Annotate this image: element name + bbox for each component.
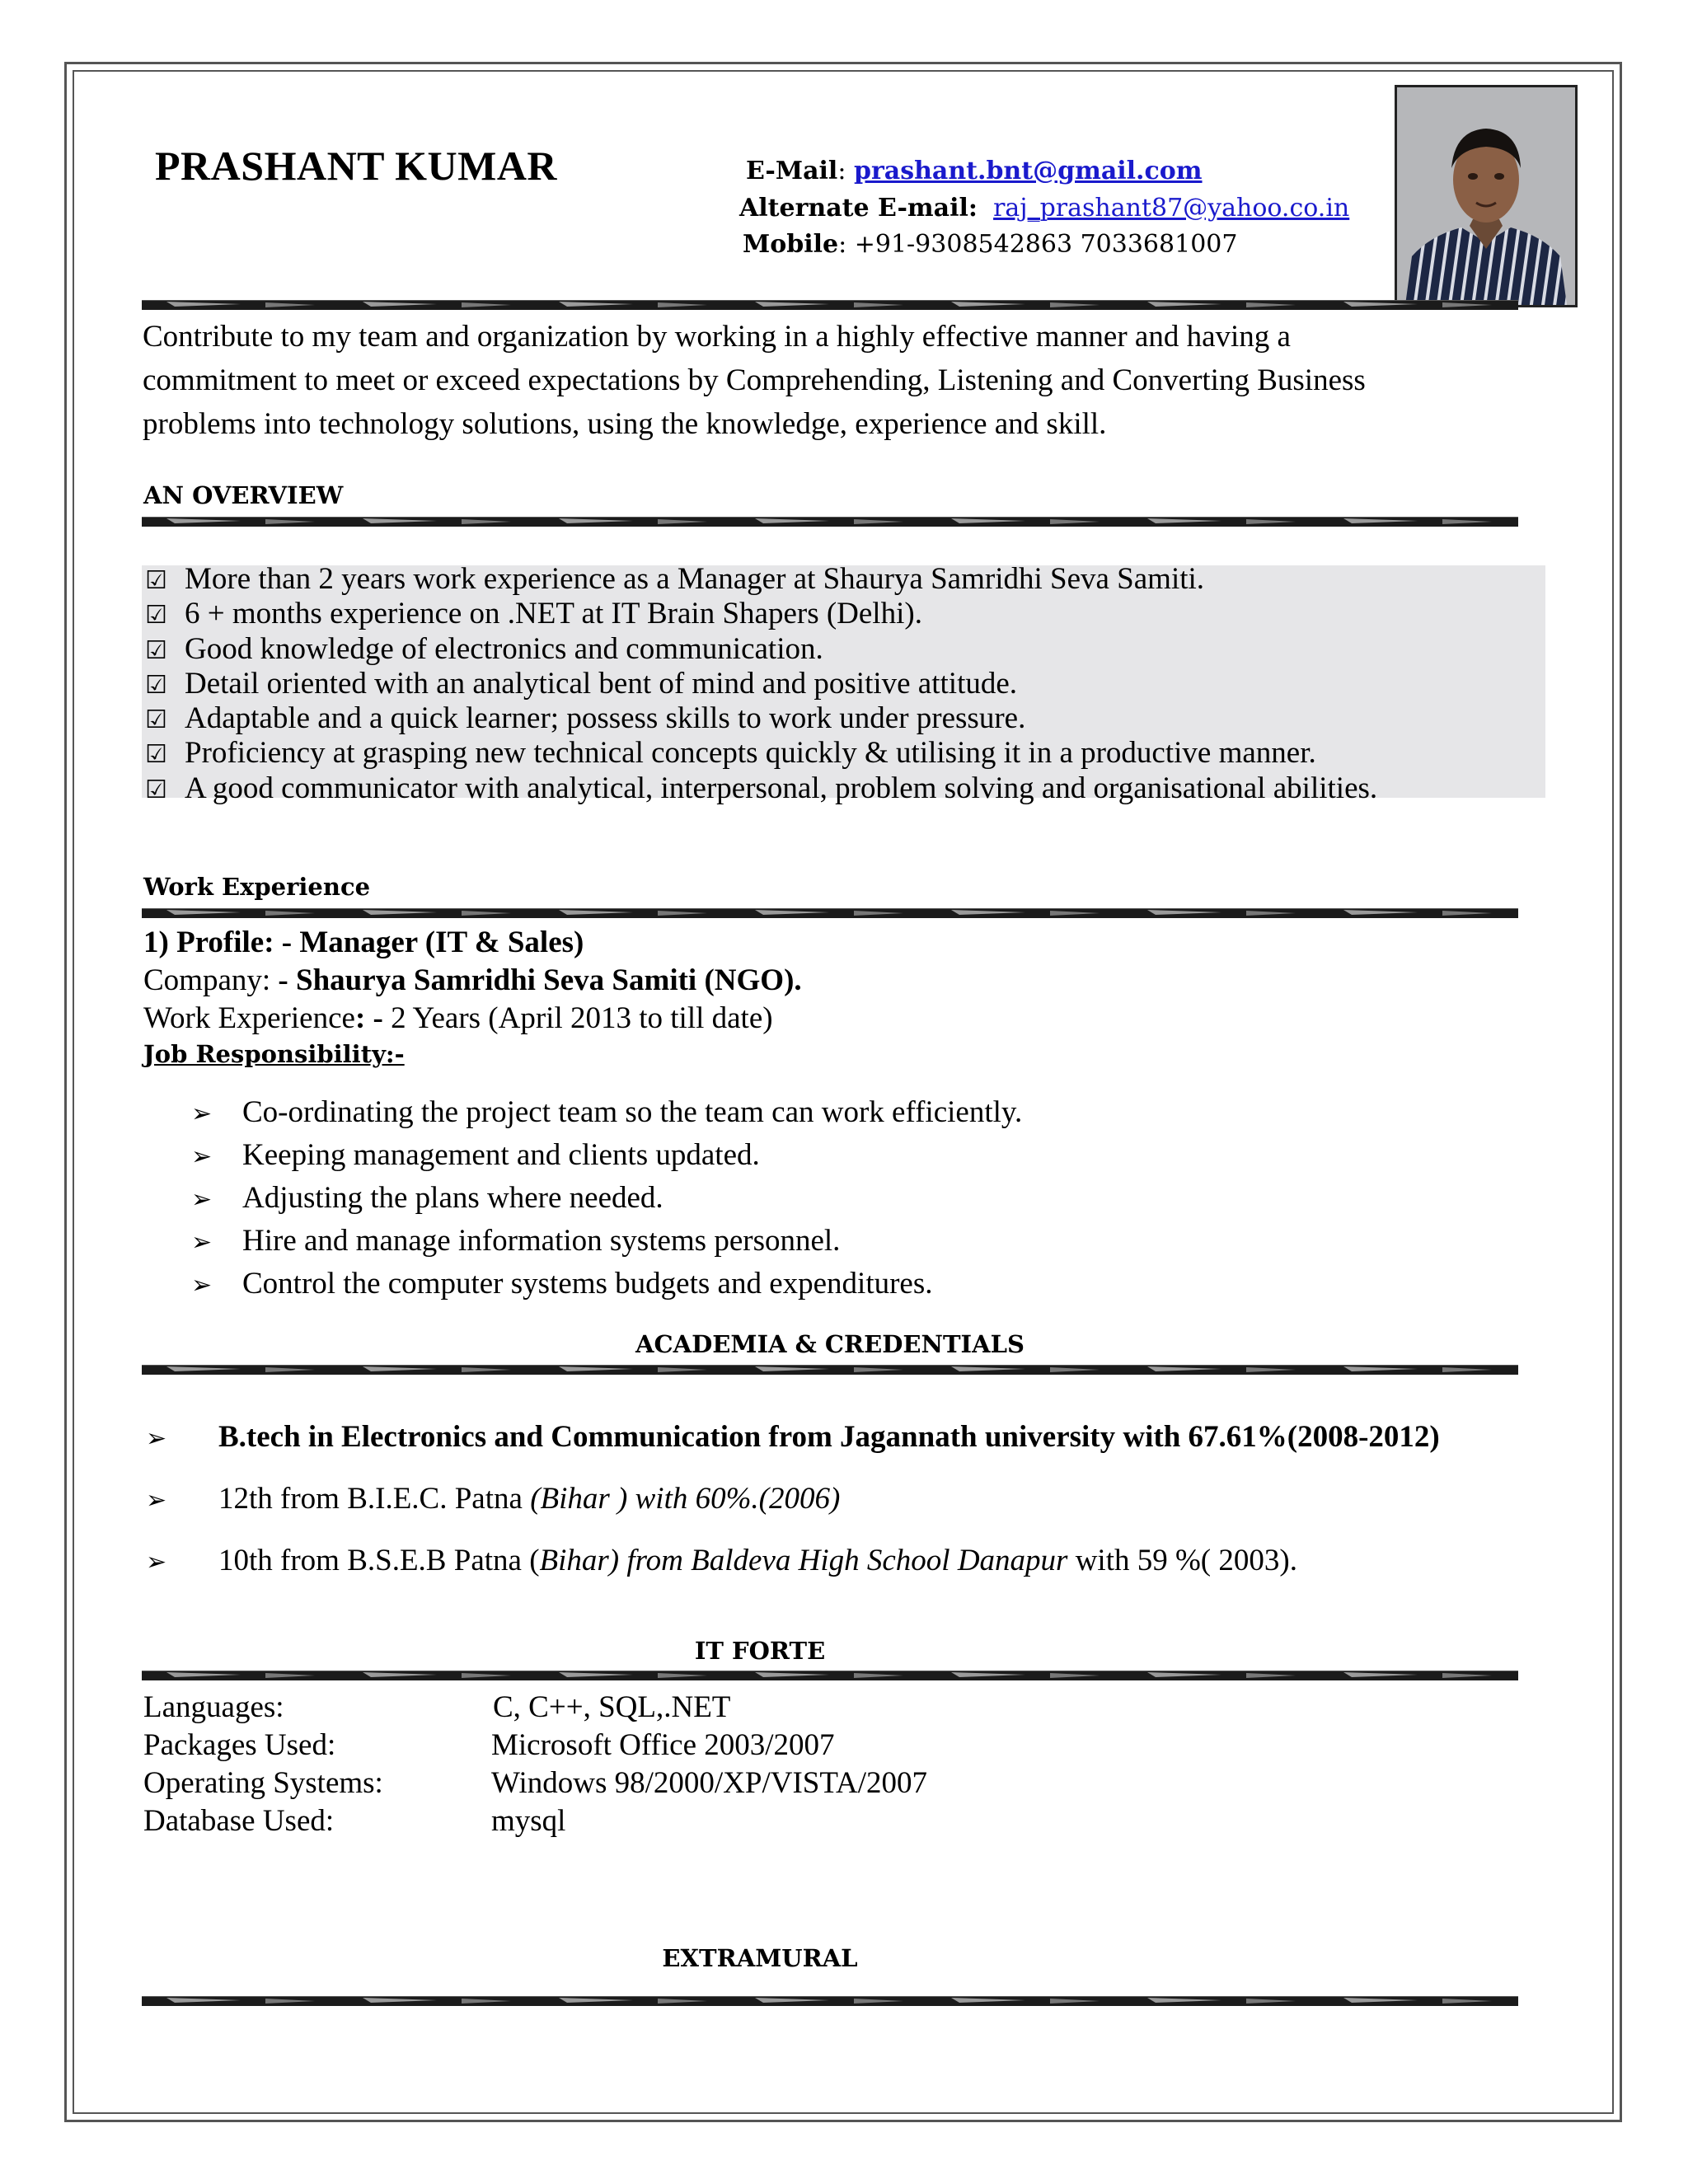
work-heading: Work Experience: [143, 873, 371, 901]
arrow-bullet-icon: ➢: [191, 1271, 213, 1300]
section-divider: [142, 1996, 1518, 2006]
arrow-bullet-icon: ➢: [146, 1486, 167, 1515]
candidate-name: PRASHANT KUMAR: [155, 143, 558, 189]
checkbox-icon: ☑: [145, 670, 167, 700]
alt-email-link[interactable]: raj_prashant87@yahoo.co.in: [993, 194, 1350, 223]
responsibility-heading: Job Responsibility:-: [143, 1040, 405, 1068]
objective-line: commitment to meet or exceed expectations by Comprehending, Listening and Converting Business: [143, 363, 1366, 397]
overview-list: [145, 563, 1377, 807]
checkbox-icon: ☑: [145, 601, 167, 630]
checkbox-icon: ☑: [145, 566, 167, 595]
list-item: ➢ Keeping management and clients updated.: [191, 1135, 1022, 1178]
it-label-database: Database Used:: [143, 1804, 335, 1838]
it-forte-heading: IT FORTE: [694, 1637, 826, 1665]
degree-10th: 10th from B.S.E.B Patna (Bihar) from Baldeva High School Danapur with 59 %( 2003).: [218, 1544, 1297, 1577]
checkbox-icon: ☑: [145, 705, 167, 735]
list-item: ➢ Hire and manage information systems personnel.: [191, 1221, 1022, 1263]
mobile-line: Mobile: +91-9308542863 7033681007: [743, 230, 1238, 259]
it-label-packages: Packages Used:: [143, 1728, 336, 1762]
it-value-os: Windows 98/2000/XP/VISTA/2007: [491, 1766, 927, 1800]
extramural-heading: EXTRAMURAL: [662, 1944, 858, 1972]
list-item: ☑ More than 2 years work experience as a Manager at Shaurya Samridhi Seva Samiti.: [145, 563, 1377, 598]
section-divider: [142, 517, 1518, 527]
degree-btech: B.tech in Electronics and Communication from Jagannath university with 67.61%(2008-2012): [218, 1420, 1440, 1454]
academia-heading: ACADEMIA & CREDENTIALS: [635, 1330, 1025, 1358]
checkbox-icon: ☑: [145, 635, 167, 665]
section-divider: [142, 908, 1518, 918]
list-item: ☑ Adaptable and a quick learner; possess skills to work under pressure.: [145, 702, 1377, 737]
company-name: - Shaurya Samridhi Seva Samiti (NGO).: [278, 963, 802, 997]
alt-email-label: Alternate E-mail:: [739, 194, 978, 223]
list-item: ➢ Control the computer systems budgets and expenditures.: [191, 1263, 1022, 1306]
profile-photo-illustration: [1397, 87, 1575, 305]
it-label-os: Operating Systems:: [143, 1766, 383, 1800]
objective-line: problems into technology solutions, using the knowledge, experience and skill.: [143, 407, 1107, 441]
arrow-bullet-icon: ➢: [191, 1142, 213, 1171]
it-value-languages: C, C++, SQL,.NET: [493, 1690, 731, 1724]
it-value-packages: Microsoft Office 2003/2007: [491, 1728, 835, 1762]
it-value-database: mysql: [491, 1804, 566, 1838]
experience-duration: 2 Years (April 2013 to till date): [391, 1001, 773, 1035]
email-line: E-Mail: prashant.bnt@gmail.com: [746, 157, 1203, 185]
email-label: E-Mail: [746, 157, 838, 185]
list-item: ☑ Detail oriented with an analytical bent of mind and positive attitude.: [145, 668, 1377, 702]
section-divider: [142, 300, 1518, 310]
arrow-bullet-icon: ➢: [146, 1548, 167, 1577]
section-divider: [142, 1671, 1518, 1680]
overview-heading: AN OVERVIEW: [143, 481, 344, 509]
objective: [143, 315, 1366, 446]
arrow-bullet-icon: ➢: [191, 1185, 213, 1214]
checkbox-icon: ☑: [145, 775, 167, 804]
arrow-bullet-icon: ➢: [146, 1424, 167, 1453]
it-label-languages: Languages:: [143, 1690, 284, 1724]
alt-email-line: [739, 194, 1349, 223]
arrow-bullet-icon: ➢: [191, 1228, 213, 1257]
objective-line: Contribute to my team and organization by working in a highly effective manner and having a: [143, 320, 1291, 354]
company-line: Company: - Shaurya Samridhi Seva Samiti (NGO).: [143, 963, 802, 997]
list-item: ☑ A good communicator with analytical, interpersonal, problem solving and organisational abilities.: [145, 772, 1377, 807]
list-item: ☑ 6 + months experience on .NET at IT Brain Shapers (Delhi).: [145, 598, 1377, 632]
list-item: ➢ Co-ordinating the project team so the team can work efficiently.: [191, 1092, 1022, 1135]
list-item: ➢ Adjusting the plans where needed.: [191, 1178, 1022, 1221]
responsibility-list: [191, 1092, 1022, 1306]
mobile-number: +91-9308542863 7033681007: [854, 230, 1238, 259]
list-item: ☑ Proficiency at grasping new technical concepts quickly & utilising it in a productive manner.: [145, 737, 1377, 771]
degree-12th: 12th from B.I.E.C. Patna (Bihar ) with 60%.(2006): [218, 1482, 841, 1516]
experience-line: Work Experience: - 2 Years (April 2013 to till date): [143, 1001, 773, 1035]
arrow-bullet-icon: ➢: [191, 1099, 213, 1128]
section-divider: [142, 1365, 1518, 1375]
list-item: ☑ Good knowledge of electronics and communication.: [145, 633, 1377, 668]
email-link[interactable]: prashant.bnt@gmail.com: [853, 157, 1203, 185]
profile-photo: [1395, 85, 1578, 307]
checkbox-icon: ☑: [145, 740, 167, 770]
job-profile: 1) Profile: - Manager (IT & Sales): [143, 926, 584, 959]
mobile-label: Mobile: [743, 230, 839, 259]
